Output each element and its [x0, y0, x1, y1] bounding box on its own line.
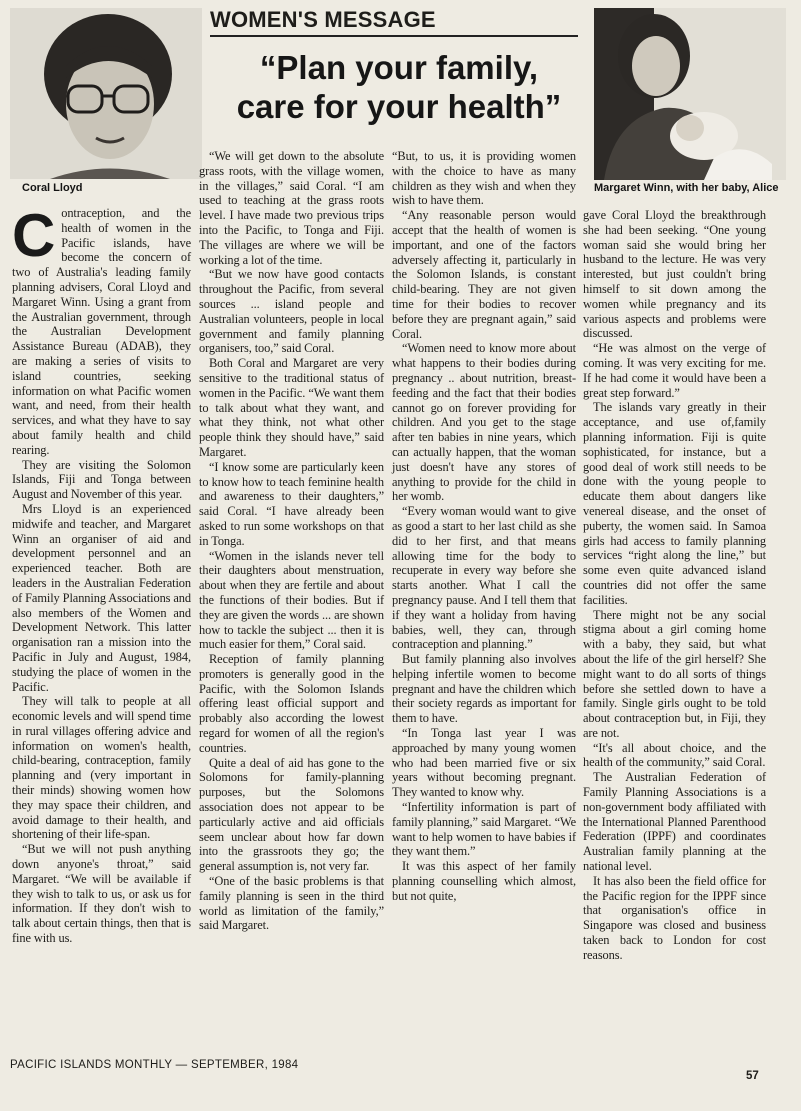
- column-4: [583, 208, 766, 963]
- column-4-paragraph: There might not be any social stigma about a girl coming home with a baby, they said, but what about the life of the girl herself? She might want to do all sorts of things before she settled down to have a family. Single girls ought to be told about contraception but, in Fiji, they are not.: [583, 607, 766, 740]
- coral-lloyd-photo: [10, 8, 202, 179]
- column-1-paragraph: They are visiting the Solomon Islands, Fiji and Tonga between August and November of this year.: [12, 457, 191, 502]
- column-2: [199, 149, 384, 933]
- column-1: [12, 202, 191, 946]
- section-title: WOMEN'S MESSAGE: [210, 6, 578, 37]
- page-number: 57: [746, 1070, 759, 1082]
- column-4-paragraph: gave Coral Lloyd the breakthrough she had been seeking. “One young woman said she would bring her husband to the lecture. He was very interested, but just couldn't bring himself to sit down among the women while pregnancy and its various aspects and problems were discussed.: [583, 208, 766, 341]
- column-3-paragraph: It was this aspect of her family planning counselling which almost, but not quite,: [392, 859, 576, 903]
- column-2-paragraph: “Women in the islands never tell their daughters about menstruation, about when they are fertile and about the functions of their bodies. But if they are given the words ... are shown how to tackle the subject ... then it is much easier for them,” Coral said.: [199, 548, 384, 652]
- column-4-paragraph: The islands vary greatly in their acceptance, and use of,family planning information. Fiji is quite sophisticated, for instance, but a good deal of work still needs to be done with the young people to educate them about dangers like venereal disease, and the onset of puberty, the women said. In Samoa girls had access to family planning services “right along the line,” but some even quite advanced island countries did not offer the same facilities.: [583, 400, 766, 607]
- drop-cap: C: [12, 202, 56, 269]
- right-photo-caption: Margaret Winn, with her baby, Alice: [594, 182, 779, 194]
- column-3-paragraph: “Any reasonable person would accept that the health of women is important, and one of the factors adversely affecting it, particularly in the Solomon Islands, is constant child-bearing. They are not given time for their bodies to recover before they are pregnant again,” said Coral.: [392, 208, 576, 341]
- column-1-paragraph: They will talk to people at all economic levels and will spend time in rural villages offering advice and information on women's health, child-bearing, contraception, family planning and (very important in their minds) showing women how they may space their children, and avoid damage to their health, and shortening of their life-span.: [12, 694, 191, 842]
- headline-line-1: “Plan your family,: [259, 49, 539, 86]
- column-2-paragraph: “But we now have good contacts throughout the Pacific, from several sources ... island people and Australian volunteers, people in local government and family planning organisers, too,” said Coral.: [199, 267, 384, 356]
- column-4-paragraph: The Australian Federation of Family Planning Associations is a non-government body affiliated with the International Planned Parenthood Federation (IPPF) and coordinates Australian family planning at the national level.: [583, 770, 766, 874]
- column-2-paragraph: “We will get down to the absolute grass roots, with the village women, in the villages,” said Coral. “I am used to teaching at the grass roots level. I have made two previous trips into the Pacific, to Tonga and Fiji. The villages are where we will be working a lot of the time.: [199, 149, 384, 267]
- column-4-paragraph: “He was almost on the verge of coming. It was very exciting for me. If he had come it would have been a great step forward.”: [583, 341, 766, 400]
- column-2-paragraph: Both Coral and Margaret are very sensitive to the traditional status of women in the Pacific. “We want them to talk about what they want, and what they think, not what other people think they should have,” said Margaret.: [199, 356, 384, 459]
- column-4-paragraph: “It's all about choice, and the health of the community,” said Coral.: [583, 740, 766, 770]
- margaret-winn-photo: [594, 8, 786, 180]
- column-3-paragraph: “In Tonga last year I was approached by many young women who had been married five or six years without becoming pregnant. They wanted to know why.: [392, 726, 576, 800]
- column-1-paragraph: Contraception, and the health of women in the Pacific islands, have become the concern of two of Australia's leading family planning advisers, Coral Lloyd and Margaret Winn. Using a grant from the Australian government, through the Australian Development Assistance Bureau (ADAB), they are making a series of visits to island countries, seeking information on what Pacific women want, and need, from their health services, and what they have to say about family health and child rearing.: [12, 202, 191, 457]
- column-3-paragraph: “Women need to know more about what happens to their bodies during pregnancy .. about nutrition, breast-feeding and the fact that their bodies cannot go on forever providing for children. And you get to the stage after ten babies in nine years, which can actually happen, that the woman just doesn't have any stores of anything to provide for the child in her womb.: [392, 341, 576, 504]
- left-photo-caption: Coral Lloyd: [22, 182, 83, 194]
- column-3-paragraph: “But, to us, it is providing women with the choice to have as many children as they wish and when they wish to have them.: [392, 149, 576, 208]
- column-3-paragraph: “Every woman would want to give as good a start to her last child as she did to her first, and that means allowing time for the body to recuperate in every way before she starts another. What I call the pregnancy pause. And I tell them that if they want a holiday from having babies, well, they can, through contraception and planning.”: [392, 504, 576, 652]
- column-3-paragraph: But family planning also involves helping infertile women to become pregnant and have the children which their society regards as important for them to have.: [392, 652, 576, 726]
- headline: [210, 48, 588, 126]
- column-3-paragraph: “Infertility information is part of family planning,” said Margaret. “We want to help women to have babies if they want them.”: [392, 800, 576, 859]
- column-2-paragraph: Quite a deal of aid has gone to the Solomons for family-planning purposes, but the Solomons association does not appear to be particularly active and aid officials seem unclear about how far down into the grassroots they go; the general assumption is, not very far.: [199, 755, 384, 874]
- column-2-paragraph: Reception of family planning promoters is generally good in the Pacific, with the Solomon Islands offering least official support and probably also according the lowest regard for women of all the region's countries.: [199, 652, 384, 755]
- column-3: [392, 149, 576, 904]
- column-4-paragraph: It has also been the field office for the Pacific region for the IPPF since that organisation's office in Singapore was closed and business taken back to London for cost reasons.: [583, 873, 766, 962]
- column-2-paragraph: “I know some are particularly keen to know how to teach feminine health and awareness to their daughters,” said Coral. “I have already been asked to run some workshops on that in Tonga.: [199, 459, 384, 548]
- publication-footer: PACIFIC ISLANDS MONTHLY — SEPTEMBER, 1984: [10, 1059, 299, 1071]
- column-1-paragraph: Mrs Lloyd is an experienced midwife and teacher, and Margaret Winn an organiser of aid and development personnel and an experienced teacher. Both are leaders in the Australian Federation of Family Planning Associations and also members of the Women and Development Network. This latter organisation ran a mission into the Pacific in July and August, 1984, studying the place of women in the Pacific.: [12, 501, 191, 694]
- column-1-paragraph: “But we will not push anything down anyone's throat,” said Margaret. “We will be available if they wish to talk to us, or ask us for information. If they don't wish to talk about certain things, then that is fine with us.: [12, 842, 191, 946]
- headline-line-2: care for your health”: [236, 88, 562, 125]
- column-2-paragraph: “One of the basic problems is that family planning is seen in the third world as limitation of the family,” said Margaret.: [199, 874, 384, 933]
